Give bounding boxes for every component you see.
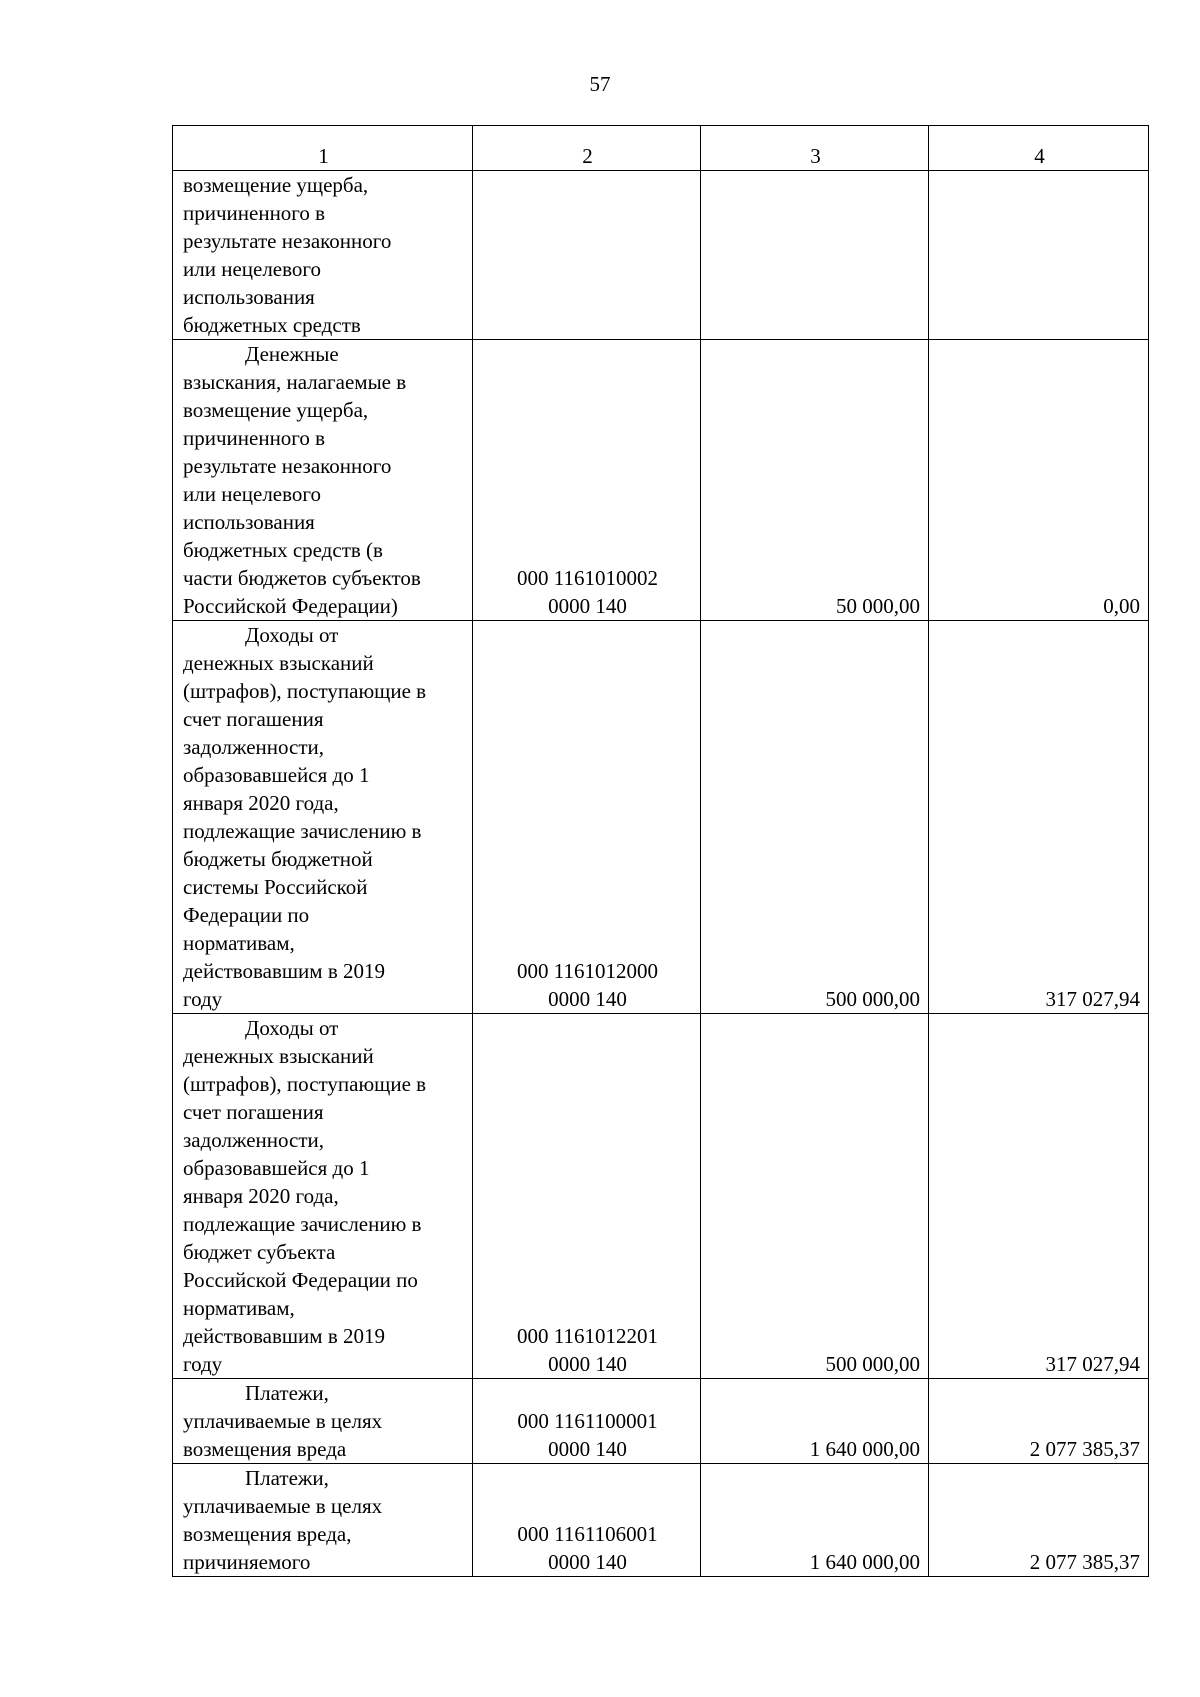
- description-line: нормативам,: [183, 1296, 295, 1320]
- budget-code-cell: [473, 1014, 701, 1379]
- revenue-description-cell: [173, 171, 473, 340]
- description-line: денежных взысканий: [183, 651, 374, 675]
- budget-revenue-table: [172, 125, 1149, 1577]
- description-line: (штрафов), поступающие в: [183, 679, 427, 703]
- description-line: системы Российской: [183, 875, 368, 899]
- description-line: Платежи,: [245, 1381, 329, 1405]
- planned-amount-cell: 50 000,00: [701, 340, 929, 621]
- description-line: году: [183, 1352, 223, 1376]
- table-row: [173, 1379, 1149, 1464]
- description-line: использования: [183, 285, 315, 309]
- description-line: году: [183, 987, 223, 1011]
- description-line: причиненного в: [183, 426, 326, 450]
- description-line: или нецелевого: [183, 257, 321, 281]
- description-line: подлежащие зачислению в: [183, 1212, 422, 1236]
- planned-amount-cell: 1 640 000,00: [701, 1379, 929, 1464]
- description-line: Денежные: [245, 342, 339, 366]
- planned-amount-cell: 500 000,00: [701, 1014, 929, 1379]
- budget-code-line: 000 1161010002: [517, 566, 658, 590]
- column-header-1: 1: [173, 126, 473, 171]
- planned-amount-cell: 500 000,00: [701, 621, 929, 1014]
- budget-code-line: 0000 140: [548, 1352, 627, 1376]
- budget-code-line: 0000 140: [548, 594, 627, 618]
- description-line: результате незаконного: [183, 229, 392, 253]
- description-line: возмещения вреда: [183, 1437, 347, 1461]
- description-line: действовавшим в 2019: [183, 959, 386, 983]
- budget-code-line: 000 1161012201: [517, 1324, 658, 1348]
- description-line: Доходы от: [245, 623, 339, 647]
- description-line: денежных взысканий: [183, 1044, 374, 1068]
- description-line: бюджетных средств: [183, 313, 361, 337]
- budget-code-line: 0000 140: [548, 987, 627, 1011]
- description-line: нормативам,: [183, 931, 295, 955]
- description-line: части бюджетов субъектов: [183, 566, 421, 590]
- description-line: января 2020 года,: [183, 1184, 339, 1208]
- actual-amount-cell: 317 027,94: [929, 1014, 1149, 1379]
- description-line: Российской Федерации по: [183, 1268, 418, 1292]
- budget-code-cell: [473, 1379, 701, 1464]
- description-line: Федерации по: [183, 903, 310, 927]
- description-line: Платежи,: [245, 1466, 329, 1490]
- description-line: (штрафов), поступающие в: [183, 1072, 427, 1096]
- description-line: уплачиваемые в целях: [183, 1409, 383, 1433]
- budget-code-cell: [473, 1464, 701, 1577]
- budget-code-cell: [473, 340, 701, 621]
- description-line: счет погашения: [183, 1100, 324, 1124]
- planned-amount-cell: [701, 171, 929, 340]
- revenue-description-cell: [173, 1379, 473, 1464]
- actual-amount-cell: 2 077 385,37: [929, 1379, 1149, 1464]
- column-header-3: 3: [701, 126, 929, 171]
- description-line: Российской Федерации): [183, 594, 398, 618]
- description-line: причиненного в: [183, 201, 326, 225]
- description-line: возмещение ущерба,: [183, 398, 369, 422]
- budget-code-line: 000 1161012000: [517, 959, 658, 983]
- description-line: бюджеты бюджетной: [183, 847, 373, 871]
- description-line: образовавшейся до 1: [183, 1156, 370, 1180]
- revenue-description-cell: [173, 1464, 473, 1577]
- budget-code-line: 0000 140: [548, 1550, 627, 1574]
- description-line: причиняемого: [183, 1550, 311, 1574]
- budget-code-line: 000 1161106001: [517, 1522, 658, 1546]
- description-line: действовавшим в 2019: [183, 1324, 386, 1348]
- description-line: уплачиваемые в целях: [183, 1494, 383, 1518]
- budget-code-cell: [473, 171, 701, 340]
- description-line: взыскания, налагаемые в: [183, 370, 407, 394]
- description-line: возмещения вреда,: [183, 1522, 352, 1546]
- page-number: 57: [589, 72, 611, 96]
- description-line: использования: [183, 510, 315, 534]
- description-line: задолженности,: [183, 735, 325, 759]
- actual-amount-cell: 2 077 385,37: [929, 1464, 1149, 1577]
- table-row: [173, 621, 1149, 1014]
- description-line: бюджетных средств (в: [183, 538, 383, 562]
- table-row: [173, 171, 1149, 340]
- description-line: или нецелевого: [183, 482, 321, 506]
- actual-amount-cell: 317 027,94: [929, 621, 1149, 1014]
- revenue-description-cell: [173, 340, 473, 621]
- description-line: бюджет субъекта: [183, 1240, 336, 1264]
- description-line: возмещение ущерба,: [183, 173, 369, 197]
- description-line: образовавшейся до 1: [183, 763, 370, 787]
- table-row: [173, 1464, 1149, 1577]
- actual-amount-cell: 0,00: [929, 340, 1149, 621]
- description-line: задолженности,: [183, 1128, 325, 1152]
- description-line: января 2020 года,: [183, 791, 339, 815]
- table-header-row: [173, 126, 1149, 171]
- budget-code-line: 0000 140: [548, 1437, 627, 1461]
- actual-amount-cell: [929, 171, 1149, 340]
- description-line: подлежащие зачислению в: [183, 819, 422, 843]
- budget-code-cell: [473, 621, 701, 1014]
- revenue-description-cell: [173, 621, 473, 1014]
- table-row: [173, 340, 1149, 621]
- description-line: Доходы от: [245, 1016, 339, 1040]
- description-line: результате незаконного: [183, 454, 392, 478]
- column-header-4: 4: [929, 126, 1149, 171]
- budget-code-line: 000 1161100001: [517, 1409, 658, 1433]
- column-header-2: 2: [473, 126, 701, 171]
- description-line: счет погашения: [183, 707, 324, 731]
- revenue-description-cell: [173, 1014, 473, 1379]
- table-row: [173, 1014, 1149, 1379]
- planned-amount-cell: 1 640 000,00: [701, 1464, 929, 1577]
- table-body: [173, 171, 1149, 1577]
